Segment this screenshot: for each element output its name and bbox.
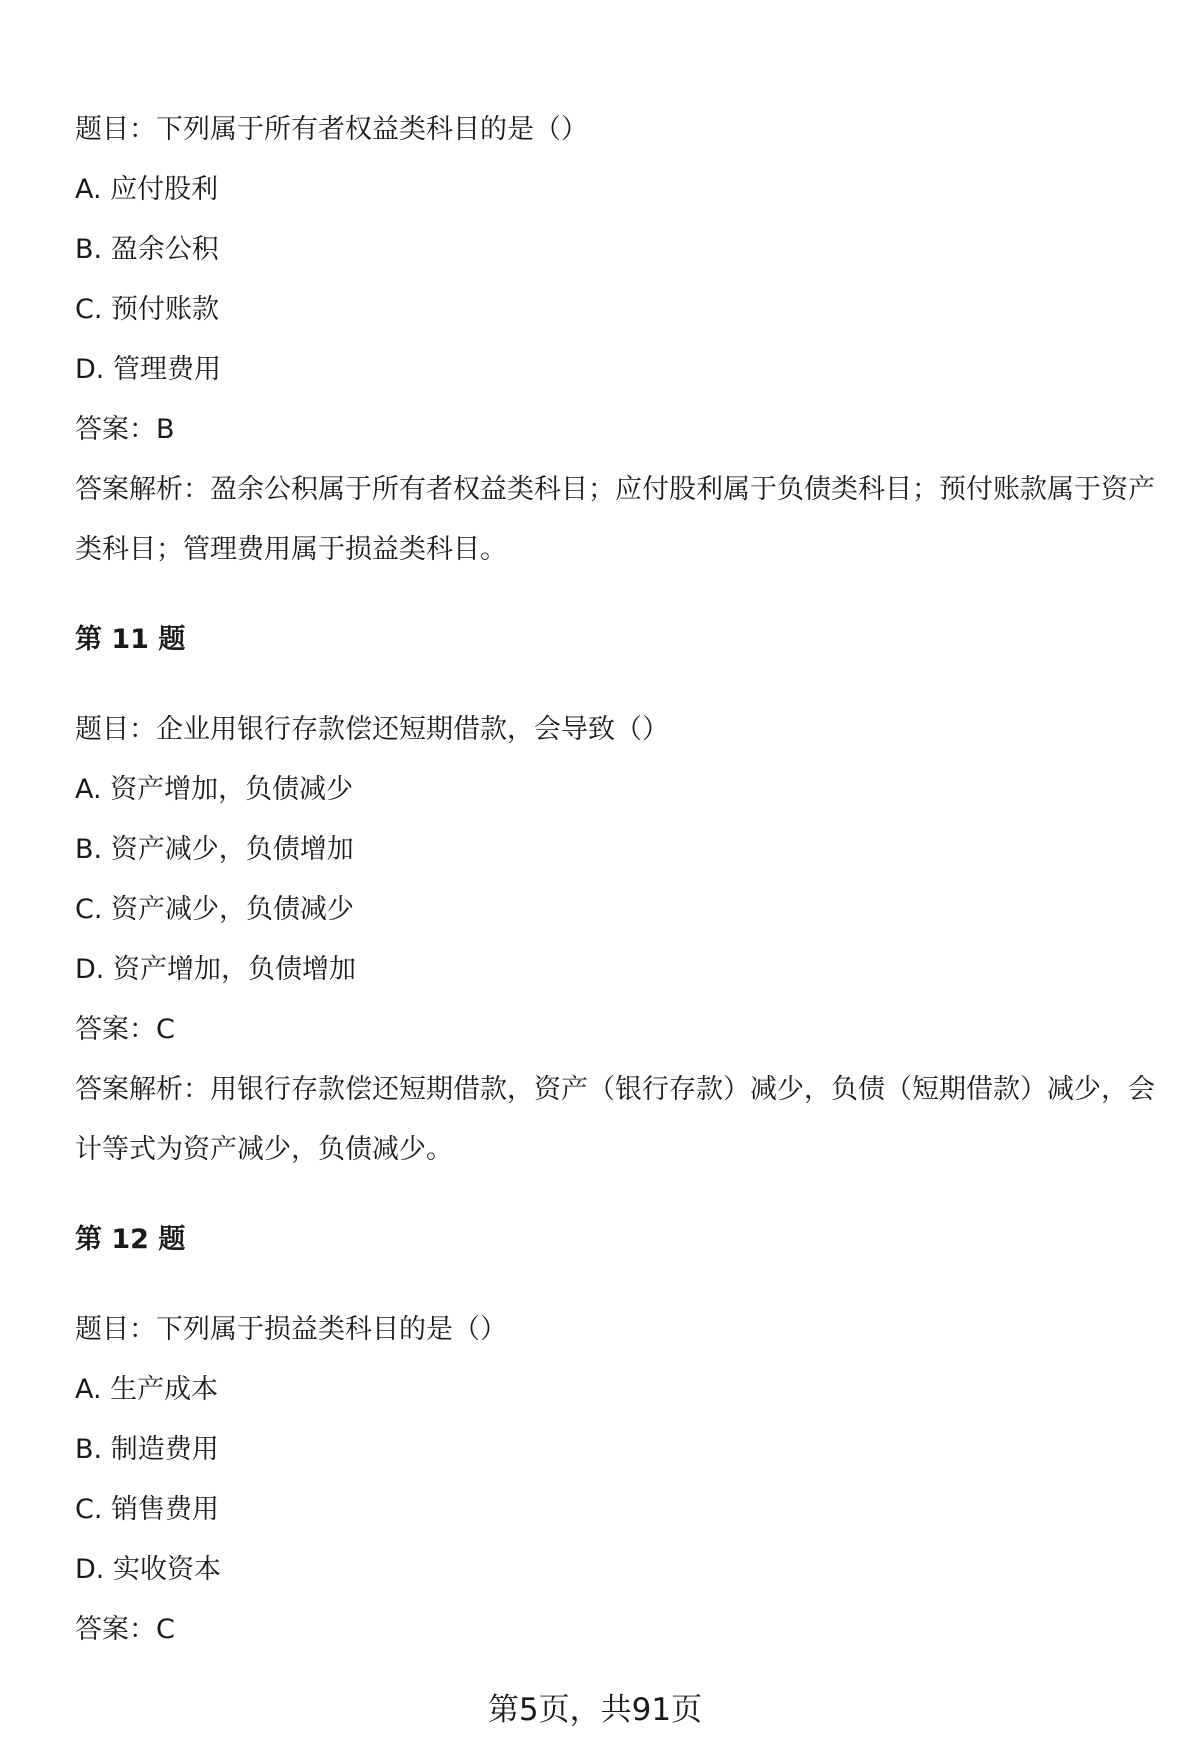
option-a: A. 资产增加，负债减少 (75, 774, 354, 805)
answer: 答案：B (75, 414, 175, 445)
answer-explanation: 答案解析：用银行存款偿还短期借款，资产（银行存款）减少，负债（短期借款）减少，会计等式为资产减少，负债减少。 (75, 1074, 1155, 1165)
answer: 答案：C (75, 1614, 175, 1645)
page-number: 第5页，共91页 (487, 1692, 703, 1728)
answer-explanation: 答案解析：盈余公积属于所有者权益类科目；应付股利属于负债类科目；预付账款属于资产类科目；管理费用属于损益类科目。 (75, 474, 1155, 565)
option-a: A. 生产成本 (75, 1374, 219, 1405)
option-c: C. 预付账款 (75, 294, 220, 325)
option-b: B. 盈余公积 (75, 234, 219, 265)
question-text: 题目：企业用银行存款偿还短期借款，会导致（） (75, 714, 669, 745)
question-heading: 第 11 题 (75, 624, 186, 655)
option-c: C. 资产减少，负债减少 (75, 894, 355, 925)
question-text: 题目：下列属于所有者权益类科目的是（） (75, 114, 588, 145)
question-text: 题目：下列属于损益类科目的是（） (75, 1314, 507, 1345)
answer: 答案：C (75, 1014, 175, 1045)
option-b: B. 制造费用 (75, 1434, 219, 1465)
option-d: D. 实收资本 (75, 1554, 221, 1585)
document-page (75, 100, 1165, 1660)
option-a: A. 应付股利 (75, 174, 219, 205)
question-heading: 第 12 题 (75, 1224, 186, 1255)
option-c: C. 销售费用 (75, 1494, 220, 1525)
option-b: B. 资产减少，负债增加 (75, 834, 354, 865)
option-d: D. 资产增加，负债增加 (75, 954, 356, 985)
option-d: D. 管理费用 (75, 354, 221, 385)
